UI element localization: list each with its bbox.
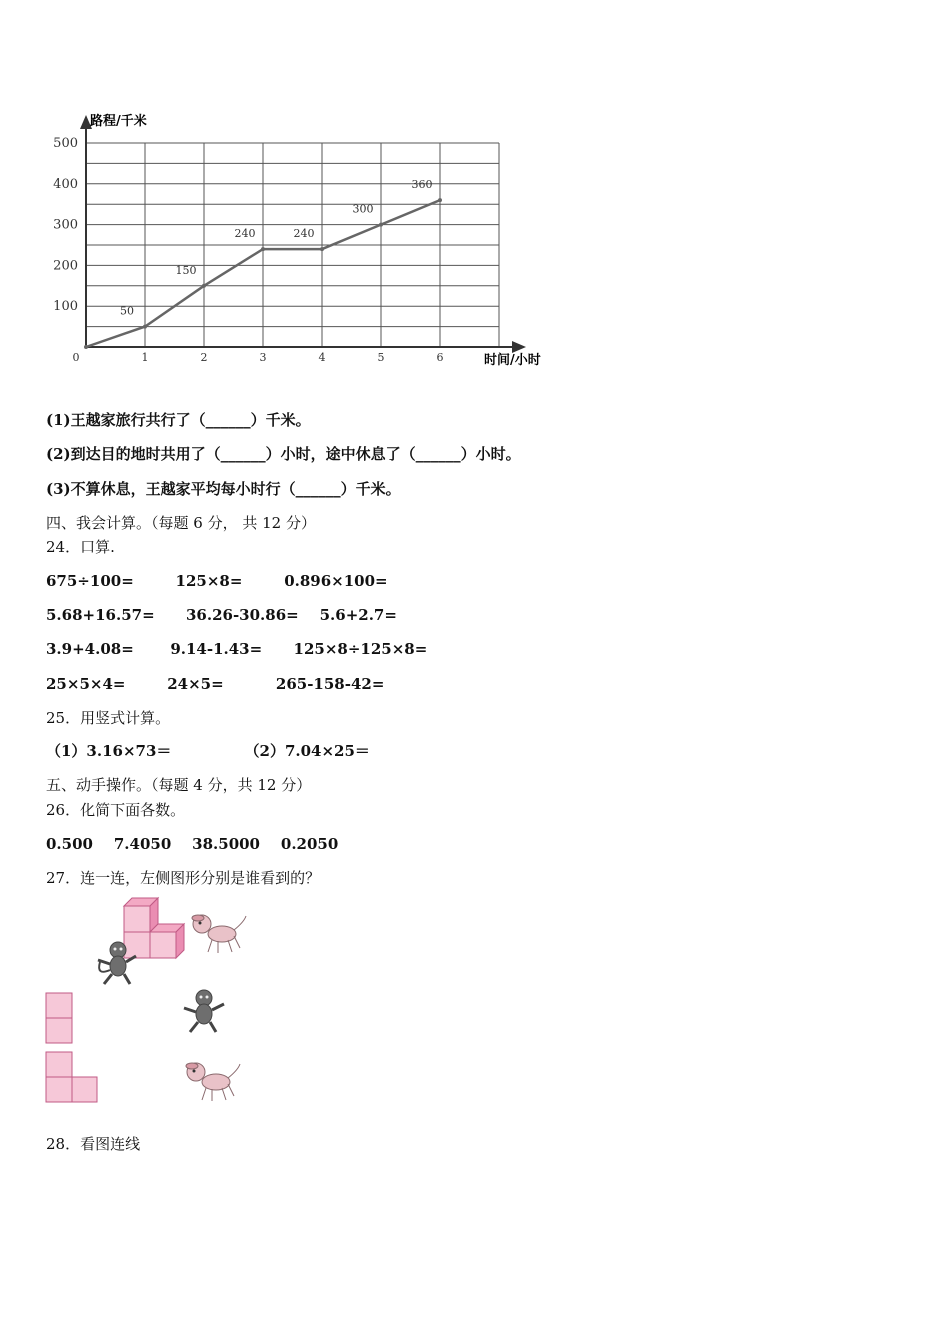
data-point bbox=[261, 247, 265, 251]
data-point bbox=[143, 325, 147, 329]
data-label: 360 bbox=[411, 178, 433, 192]
data-point bbox=[379, 223, 383, 227]
q24-row: 675÷100= 125×8= 0.896×100= bbox=[46, 572, 388, 590]
y-axis-label: 路程/千米 bbox=[90, 114, 147, 129]
y-tick-label: 500 bbox=[53, 136, 78, 151]
data-label: 240 bbox=[234, 227, 256, 241]
question-2: (2)到达目的地时共用了（______）小时，途中休息了（______）小时。 bbox=[46, 445, 521, 463]
x-axis-label: 时间/小时 bbox=[484, 353, 541, 368]
y-tick-label: 100 bbox=[53, 299, 78, 315]
data-point bbox=[320, 247, 324, 251]
dog-icon bbox=[182, 1058, 244, 1104]
x-tick-label: 5 bbox=[377, 351, 385, 364]
q25-row: （1）3.16×73＝ （2）7.04×25＝ bbox=[46, 742, 370, 760]
x-tick-label: 4 bbox=[318, 351, 326, 364]
l-shape-figure bbox=[45, 1051, 100, 1104]
question-3: (3)不算休息，王越家平均每小时行（______）千米。 bbox=[46, 480, 401, 498]
chart-ticks bbox=[53, 136, 443, 364]
q24-row: 3.9+4.08= 9.14-1.43= 125×8÷125×8= bbox=[46, 640, 428, 658]
q25-title: 25．用竖式计算。 bbox=[46, 709, 171, 727]
q26-row: 0.500 7.4050 38.5000 0.2050 bbox=[46, 835, 339, 853]
dog-icon bbox=[188, 910, 250, 956]
data-label: 300 bbox=[352, 202, 374, 216]
question-1: (1)王越家旅行共行了（______）千米。 bbox=[46, 411, 311, 429]
y-tick-label: 200 bbox=[53, 258, 78, 274]
distance-time-chart bbox=[40, 105, 570, 380]
q24-row: 25×5×4= 24×5= 265-158-42= bbox=[46, 675, 385, 693]
q28-title: 28．看图连线 bbox=[46, 1135, 141, 1153]
monkey-icon bbox=[92, 940, 140, 988]
data-label: 150 bbox=[175, 263, 197, 277]
x-axis-arrow bbox=[512, 341, 526, 353]
y-tick-label: 300 bbox=[53, 217, 78, 233]
two-square-column-figure bbox=[45, 992, 75, 1045]
x-tick-label: 2 bbox=[200, 351, 208, 364]
x-tick-label: 1 bbox=[141, 351, 149, 364]
q24-row: 5.68+16.57= 36.26-30.86= 5.6+2.7= bbox=[46, 606, 397, 624]
data-point bbox=[84, 345, 88, 349]
section-5-title: 五、动手操作。（每题 4 分，共 12 分） bbox=[46, 776, 312, 794]
data-label: 240 bbox=[293, 227, 315, 241]
data-point bbox=[438, 198, 442, 202]
q27-title: 27．连一连，左侧图形分别是谁看到的？ bbox=[46, 869, 321, 887]
chart-grid bbox=[86, 143, 499, 347]
monkey-icon bbox=[180, 988, 228, 1036]
x-tick-label: 6 bbox=[436, 351, 444, 364]
x-tick-label: 0 bbox=[72, 351, 80, 364]
section-4-title: 四、我会计算。（每题 6 分， 共 12 分） bbox=[46, 514, 316, 532]
q24-title: 24．口算. bbox=[46, 538, 115, 556]
data-point bbox=[202, 284, 206, 288]
data-label: 50 bbox=[120, 304, 134, 318]
y-tick-label: 400 bbox=[53, 176, 78, 192]
x-tick-label: 3 bbox=[259, 351, 267, 364]
chart-axes bbox=[80, 113, 541, 368]
q26-title: 26．化简下面各数。 bbox=[46, 801, 186, 819]
